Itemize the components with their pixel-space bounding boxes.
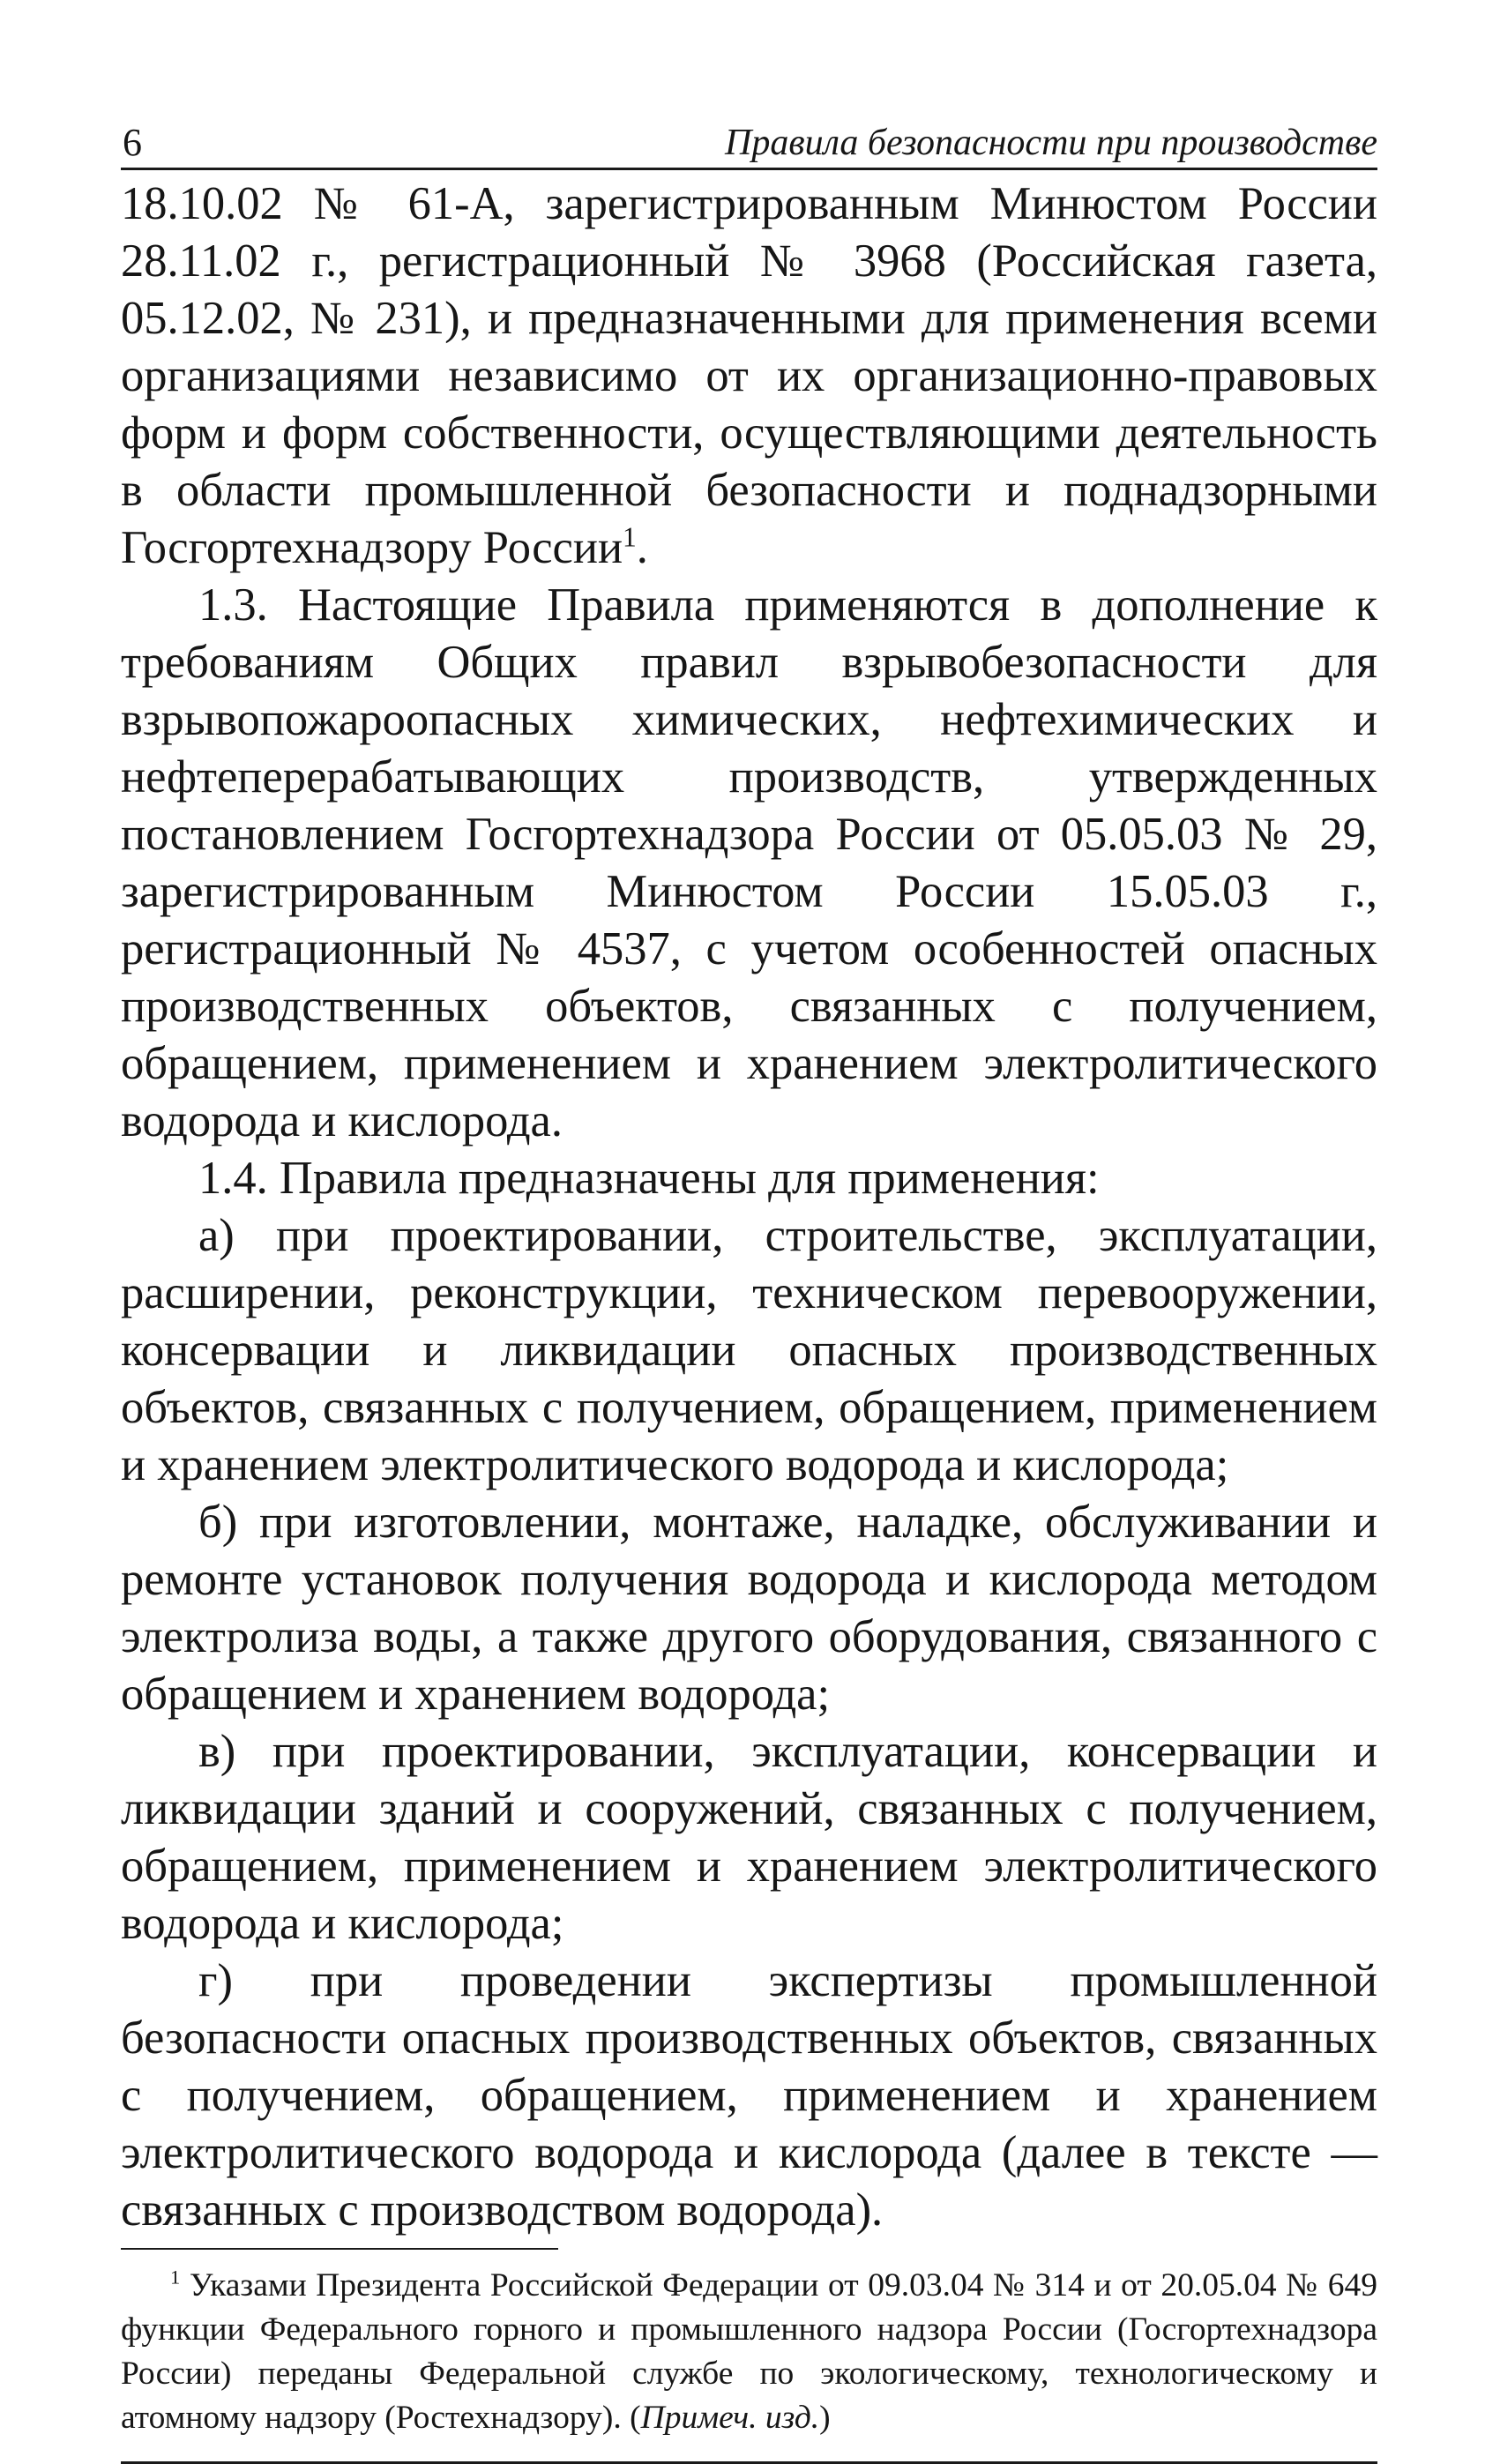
footnote-text: Указами Президента Российской Федерации от 09.03.04 № 314 и от 20.05.04 № 649 функции Федерального горного и промышленного надзора России (Госгортехнадзора России) переданы Федеральной службе по экологическому, технологическому и атомному надзору (Ростехнадзору). ( (121, 2267, 1377, 2436)
paragraph-1-3: 1.3. Настоящие Правила применяются в дополнение к требованиям Общих правил взрывобезопасности для взрывопожароопасных химических, нефтехимических и нефтеперерабатывающих производств, утвержденных постановлением Госгортехнадзора России от 05.05.03 № 29, зарегистрированным Минюстом России 15.05.03 г., регистрационный № 4537, с учетом особенностей опасных производственных объектов, связанных с получением, обращением, применением и хранением электролитического водорода и кислорода. (121, 579, 1377, 1146)
list-item-g: г) при проведении экспертизы промышленной безопасности опасных производственных объектов, связанных с получением, обращением, применением и хранением электролитического водорода и кислорода (далее в тексте — связанных с производством водорода). (121, 1955, 1377, 2236)
footnote-reference: 1 (623, 521, 637, 553)
body-text (121, 175, 1377, 2239)
paragraph-continuation (121, 175, 1377, 577)
footnote-separator (121, 2248, 558, 2250)
paragraph-text: 18.10.02 № 61-А, зарегистрированным Минюстом России 28.11.02 г., регистрационный № 3968 (Российская газета, 05.12.02, № 231), и предназначенными для применения всеми организациями независимо от их организационно-правовых форм и форм собственности, осуществляющими деятельность в области промышленной безопасности и поднадзорными Госгортехнадзору России (121, 178, 1377, 573)
paragraph-1-4: 1.4. Правила предназначены для применения: (198, 1153, 1100, 1204)
editor-note: Примеч. изд. (640, 2400, 820, 2436)
footnote-text-block (121, 2264, 1377, 2440)
page-header (121, 122, 1377, 170)
paragraph-end: . (636, 522, 648, 573)
list-item-a: а) при проектировании, строительстве, эксплуатации, расширении, реконструкции, техническом перевооружении, консервации и ликвидации опасных производственных объектов, связанных с получением, обращением, применением и хранением электролитического водорода и кислорода; (121, 1210, 1377, 1490)
list-item-v: в) при проектировании, эксплуатации, консервации и ликвидации зданий и сооружений, связанных с получением, обращением, применением и хранением электролитического водорода и кислорода; (121, 1726, 1377, 1949)
document-page (121, 122, 1377, 2464)
running-title: Правила безопасности при производстве (725, 123, 1377, 163)
footnote (121, 2264, 1377, 2440)
footnote-close: ) (819, 2400, 831, 2436)
list-item-b: б) при изготовлении, монтаже, наладке, обслуживании и ремонте установок получения водорода и кислорода методом электролиза воды, а также другого оборудования, связанного с обращением и хранением водорода; (121, 1497, 1377, 1720)
footnote-marker: 1 (170, 2266, 181, 2289)
page-number: 6 (123, 121, 142, 164)
